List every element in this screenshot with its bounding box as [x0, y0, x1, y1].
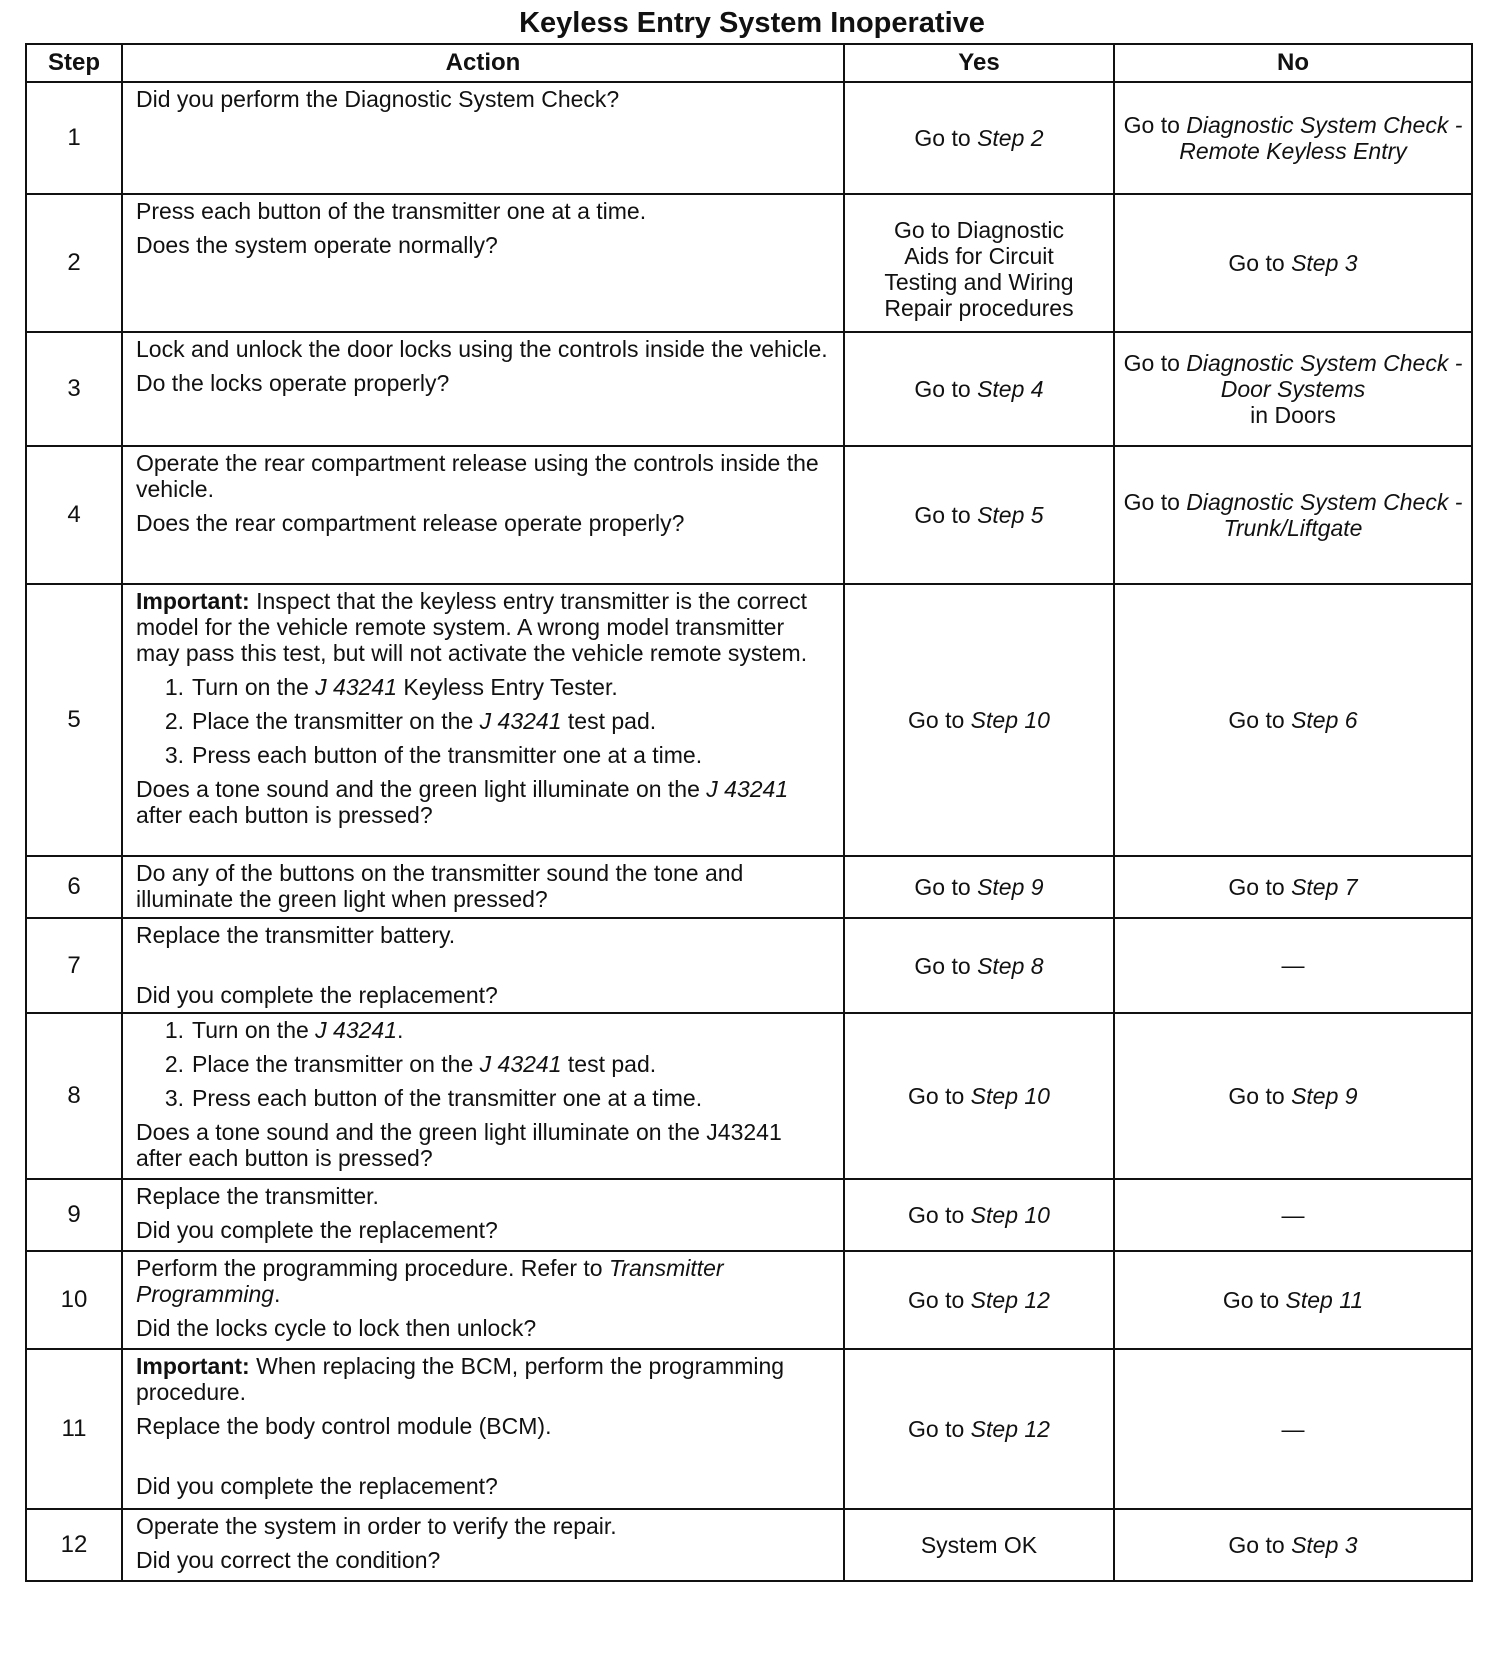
- list-item: 1. Turn on the J 43241 Keyless Entry Tester.: [164, 674, 618, 700]
- action-cell: [122, 332, 844, 446]
- header-row: [26, 44, 1472, 82]
- table-row: [26, 1179, 1472, 1251]
- yes-cell: [844, 918, 1114, 1013]
- header-step: Step: [26, 44, 122, 82]
- yes-result: Go to Step 10: [908, 707, 1050, 733]
- yes-cell: [844, 1013, 1114, 1179]
- action-cell: [122, 918, 844, 1013]
- no-cell: [1114, 446, 1472, 584]
- action-text: Replace the transmitter battery.: [136, 922, 456, 948]
- action-text: Did you perform the Diagnostic System Check?: [136, 86, 620, 112]
- action-text: Operate the rear compartment release using the controls inside the vehicle.: [136, 450, 819, 502]
- step-number: 6: [26, 856, 122, 918]
- no-result: Go to Step 7: [1228, 874, 1358, 900]
- no-result: —: [1114, 918, 1472, 1013]
- yes-cell: [844, 446, 1114, 584]
- no-result: Go to Diagnostic System Check - Remote Keyless Entry: [1123, 112, 1463, 164]
- no-result: Go to Diagnostic System Check - Trunk/Liftgate: [1123, 489, 1463, 541]
- table-row: [26, 1251, 1472, 1349]
- yes-result: Go to Step 12: [908, 1416, 1050, 1442]
- table-row: [26, 1349, 1472, 1509]
- yes-result: System OK: [920, 1532, 1038, 1558]
- table-row: [26, 82, 1472, 194]
- table-row: [26, 194, 1472, 332]
- list-item: 2. Place the transmitter on the J 43241 test pad.: [164, 1051, 657, 1077]
- step-number: 3: [26, 332, 122, 446]
- no-result: —: [1114, 1349, 1472, 1509]
- action-question: Did you complete the replacement?: [136, 1473, 498, 1499]
- no-result: Go to Step 3: [1228, 250, 1358, 276]
- no-cell: [1114, 1509, 1472, 1581]
- list-item: 1. Turn on the J 43241.: [164, 1017, 404, 1043]
- yes-result: Go to Step 10: [908, 1202, 1050, 1228]
- yes-cell: [844, 1349, 1114, 1509]
- step-number: 1: [26, 82, 122, 194]
- table-row: [26, 1509, 1472, 1581]
- step-number: 8: [26, 1013, 122, 1179]
- action-text: Replace the transmitter.: [136, 1183, 379, 1209]
- important-note: Important: Inspect that the keyless entry transmitter is the correct model for the vehicle remote system. A wrong model transmitter may pass this test, but will not activate the vehicle remote system.: [136, 588, 808, 666]
- action-text: Replace the body control module (BCM).: [136, 1413, 552, 1439]
- action-text: Press each button of the transmitter one at a time.: [136, 198, 647, 224]
- step-number: 7: [26, 918, 122, 1013]
- action-text: Perform the programming procedure. Refer to Transmitter Programming.: [136, 1255, 724, 1307]
- yes-cell: [844, 1509, 1114, 1581]
- action-question: Do the locks operate properly?: [136, 370, 450, 396]
- yes-result: Go to Step 12: [908, 1287, 1050, 1313]
- no-result: Go to Step 6: [1228, 707, 1358, 733]
- yes-cell: [844, 856, 1114, 918]
- yes-cell: [844, 332, 1114, 446]
- table-row: [26, 332, 1472, 446]
- no-result: —: [1114, 1179, 1472, 1251]
- important-note: Important: When replacing the BCM, perform the programming procedure.: [136, 1353, 785, 1405]
- action-cell: [122, 1179, 844, 1251]
- action-text: Lock and unlock the door locks using the controls inside the vehicle.: [136, 336, 828, 362]
- action-cell: [122, 194, 844, 332]
- action-question: Does a tone sound and the green light illuminate on the J43241 after each button is pressed?: [136, 1119, 782, 1171]
- action-cell: [122, 1013, 844, 1179]
- yes-result: Go to Step 9: [914, 874, 1044, 900]
- action-cell: [122, 82, 844, 194]
- no-cell: [1114, 194, 1472, 332]
- yes-cell: [844, 584, 1114, 856]
- action-cell: [122, 1509, 844, 1581]
- page-title: Keyless Entry System Inoperative: [519, 7, 985, 39]
- table-row: [26, 446, 1472, 584]
- yes-cell: [844, 1179, 1114, 1251]
- no-cell: [1114, 856, 1472, 918]
- no-result: Go to Step 11: [1222, 1287, 1364, 1313]
- no-cell: [1114, 1013, 1472, 1179]
- action-question: Does a tone sound and the green light illuminate on the J 43241 after each button is pressed?: [136, 776, 789, 828]
- list-item: 2. Place the transmitter on the J 43241 test pad.: [164, 708, 657, 734]
- action-question: Do any of the buttons on the transmitter sound the tone and illuminate the green light when pressed?: [136, 860, 744, 912]
- list-item: 3. Press each button of the transmitter one at a time.: [164, 1085, 703, 1111]
- no-cell: [1114, 1251, 1472, 1349]
- step-number: 12: [26, 1509, 122, 1581]
- action-cell: [122, 1349, 844, 1509]
- step-number: 10: [26, 1251, 122, 1349]
- yes-cell: [844, 194, 1114, 332]
- yes-result: Go to Step 4: [914, 376, 1044, 402]
- yes-cell: [844, 82, 1114, 194]
- table-row: [26, 584, 1472, 856]
- no-result: Go to Step 9: [1228, 1083, 1358, 1109]
- yes-cell: [844, 1251, 1114, 1349]
- yes-result: Go to Step 10: [908, 1083, 1050, 1109]
- action-question: Did you correct the condition?: [136, 1547, 441, 1573]
- header-no: No: [1114, 44, 1472, 82]
- no-result: Go to Step 3: [1228, 1532, 1358, 1558]
- header-yes: Yes: [844, 44, 1114, 82]
- table-row: [26, 856, 1472, 918]
- action-question: Did the locks cycle to lock then unlock?: [136, 1315, 537, 1341]
- step-number: 2: [26, 194, 122, 332]
- yes-result: Go to Step 5: [914, 502, 1044, 528]
- table-row: [26, 1013, 1472, 1179]
- action-cell: [122, 856, 844, 918]
- header-action: Action: [122, 44, 844, 82]
- step-number: 4: [26, 446, 122, 584]
- table-row: [26, 918, 1472, 1013]
- step-number: 9: [26, 1179, 122, 1251]
- no-result: Go to Diagnostic System Check - Door Systems in Doors: [1123, 350, 1463, 428]
- yes-result: Go to Diagnostic Aids for Circuit Testing and Wiring Repair procedures: [884, 217, 1074, 321]
- action-cell: [122, 584, 844, 856]
- step-number: 11: [26, 1349, 122, 1509]
- diagnostic-table: [25, 43, 1473, 1582]
- action-cell: [122, 446, 844, 584]
- list-item: 3. Press each button of the transmitter one at a time.: [164, 742, 703, 768]
- action-question: Does the rear compartment release operate properly?: [136, 510, 685, 536]
- yes-result: Go to Step 8: [914, 952, 1044, 979]
- no-cell: [1114, 332, 1472, 446]
- action-question: Did you complete the replacement?: [136, 982, 498, 1008]
- action-text: Operate the system in order to verify the repair.: [136, 1513, 617, 1539]
- no-cell: [1114, 82, 1472, 194]
- step-number: 5: [26, 584, 122, 856]
- action-cell: [122, 1251, 844, 1349]
- no-cell: [1114, 584, 1472, 856]
- action-question: Does the system operate normally?: [136, 232, 498, 258]
- yes-result: Go to Step 2: [914, 125, 1044, 151]
- action-question: Did you complete the replacement?: [136, 1217, 498, 1243]
